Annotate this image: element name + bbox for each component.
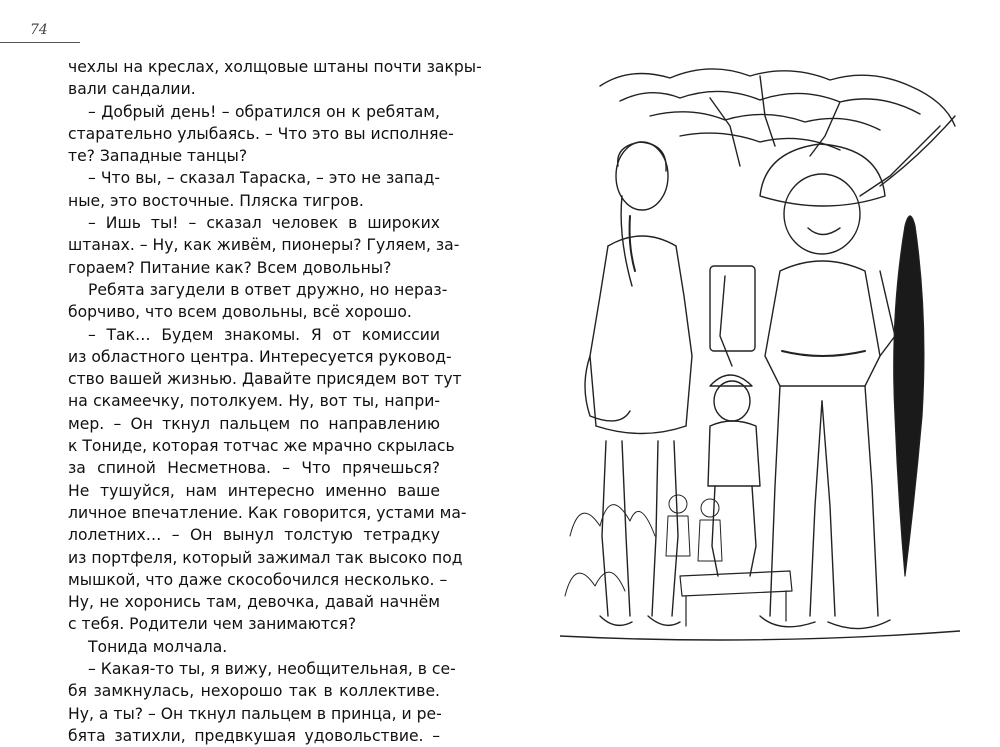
ground [560, 631, 960, 640]
text-line: Не тушуйся, нам интересно именно ваше [68, 481, 440, 500]
text-column [68, 56, 482, 747]
cypress-tree [894, 216, 924, 576]
tree-canopy [600, 69, 955, 196]
text-line: те? Западные танцы? [68, 147, 248, 166]
text-line: – Какая-то ты, я вижу, необщительная, в се- [88, 660, 456, 679]
text-line: бята затихли, предвкушая удовольствие. – [68, 726, 440, 745]
girl-figure [585, 142, 692, 625]
text-line: личное впечатление. Как говорится, устами ма- [68, 503, 467, 522]
text-line: за спиной Несметнова. – Что прячешься? [68, 459, 440, 478]
text-line: ные, это восточные. Пляска тигров. [68, 191, 364, 210]
text-line: гораем? Питание как? Всем довольны? [68, 258, 392, 277]
text-line: лолетних… – Он вынул толстую тетрадку [68, 526, 440, 545]
text-line: Ну, а ты? – Он ткнул пальцем в принца, и ре- [68, 704, 442, 723]
illustration [560, 56, 960, 656]
text-line: чехлы на креслах, холщовые штаны почти закры- [68, 58, 482, 76]
text-line: ство вашей жизнью. Давайте присядем вот тут [68, 370, 462, 389]
text-line: штанах. – Ну, как живём, пионеры? Гуляем, за- [68, 236, 460, 255]
text-line: к Тониде, которая тотчас же мрачно скрылась [68, 437, 455, 456]
text-line: – Что вы, – сказал Тараска, – это не запад- [88, 169, 440, 188]
text-line: – Ишь ты! – сказал человек в широких [88, 214, 440, 233]
bench [680, 571, 792, 626]
text-line: из областного центра. Интересуется руковод- [68, 347, 452, 366]
boy-figure [708, 375, 760, 576]
text-line: бя замкнулась, нехорошо так в коллективе. [68, 682, 440, 701]
page-number-rule [0, 42, 80, 43]
text-line: мер. – Он ткнул пальцем по направлению [68, 414, 440, 433]
text-line: – Добрый день! – обратился он к ребятам, [88, 102, 440, 121]
text-line: старательно улыбаясь. – Что это вы исполняе- [68, 124, 454, 143]
page-number: 74 [30, 22, 48, 38]
text-line: из портфеля, который зажимал так высоко под [68, 548, 463, 567]
text-line: на скамеечку, потолкуем. Ну, вот ты, напри- [68, 392, 440, 411]
text-line: мышкой, что даже скособочился несколько. – [68, 570, 448, 589]
text-line: Ребята загудели в ответ дружно, но нераз- [88, 280, 448, 299]
text-line: Тонида молчала. [88, 637, 228, 656]
shrubs [565, 505, 655, 596]
text-line: с тебя. Родители чем занимаются? [68, 615, 357, 634]
text-line: Ну, не хоронись там, девочка, давай начнём [68, 593, 440, 612]
text-line: борчиво, что всем довольны, всё хорошо. [68, 303, 412, 322]
text-line: – Так… Будем знакомы. Я от комиссии [88, 325, 440, 344]
text-line: вали сандалии. [68, 80, 196, 99]
